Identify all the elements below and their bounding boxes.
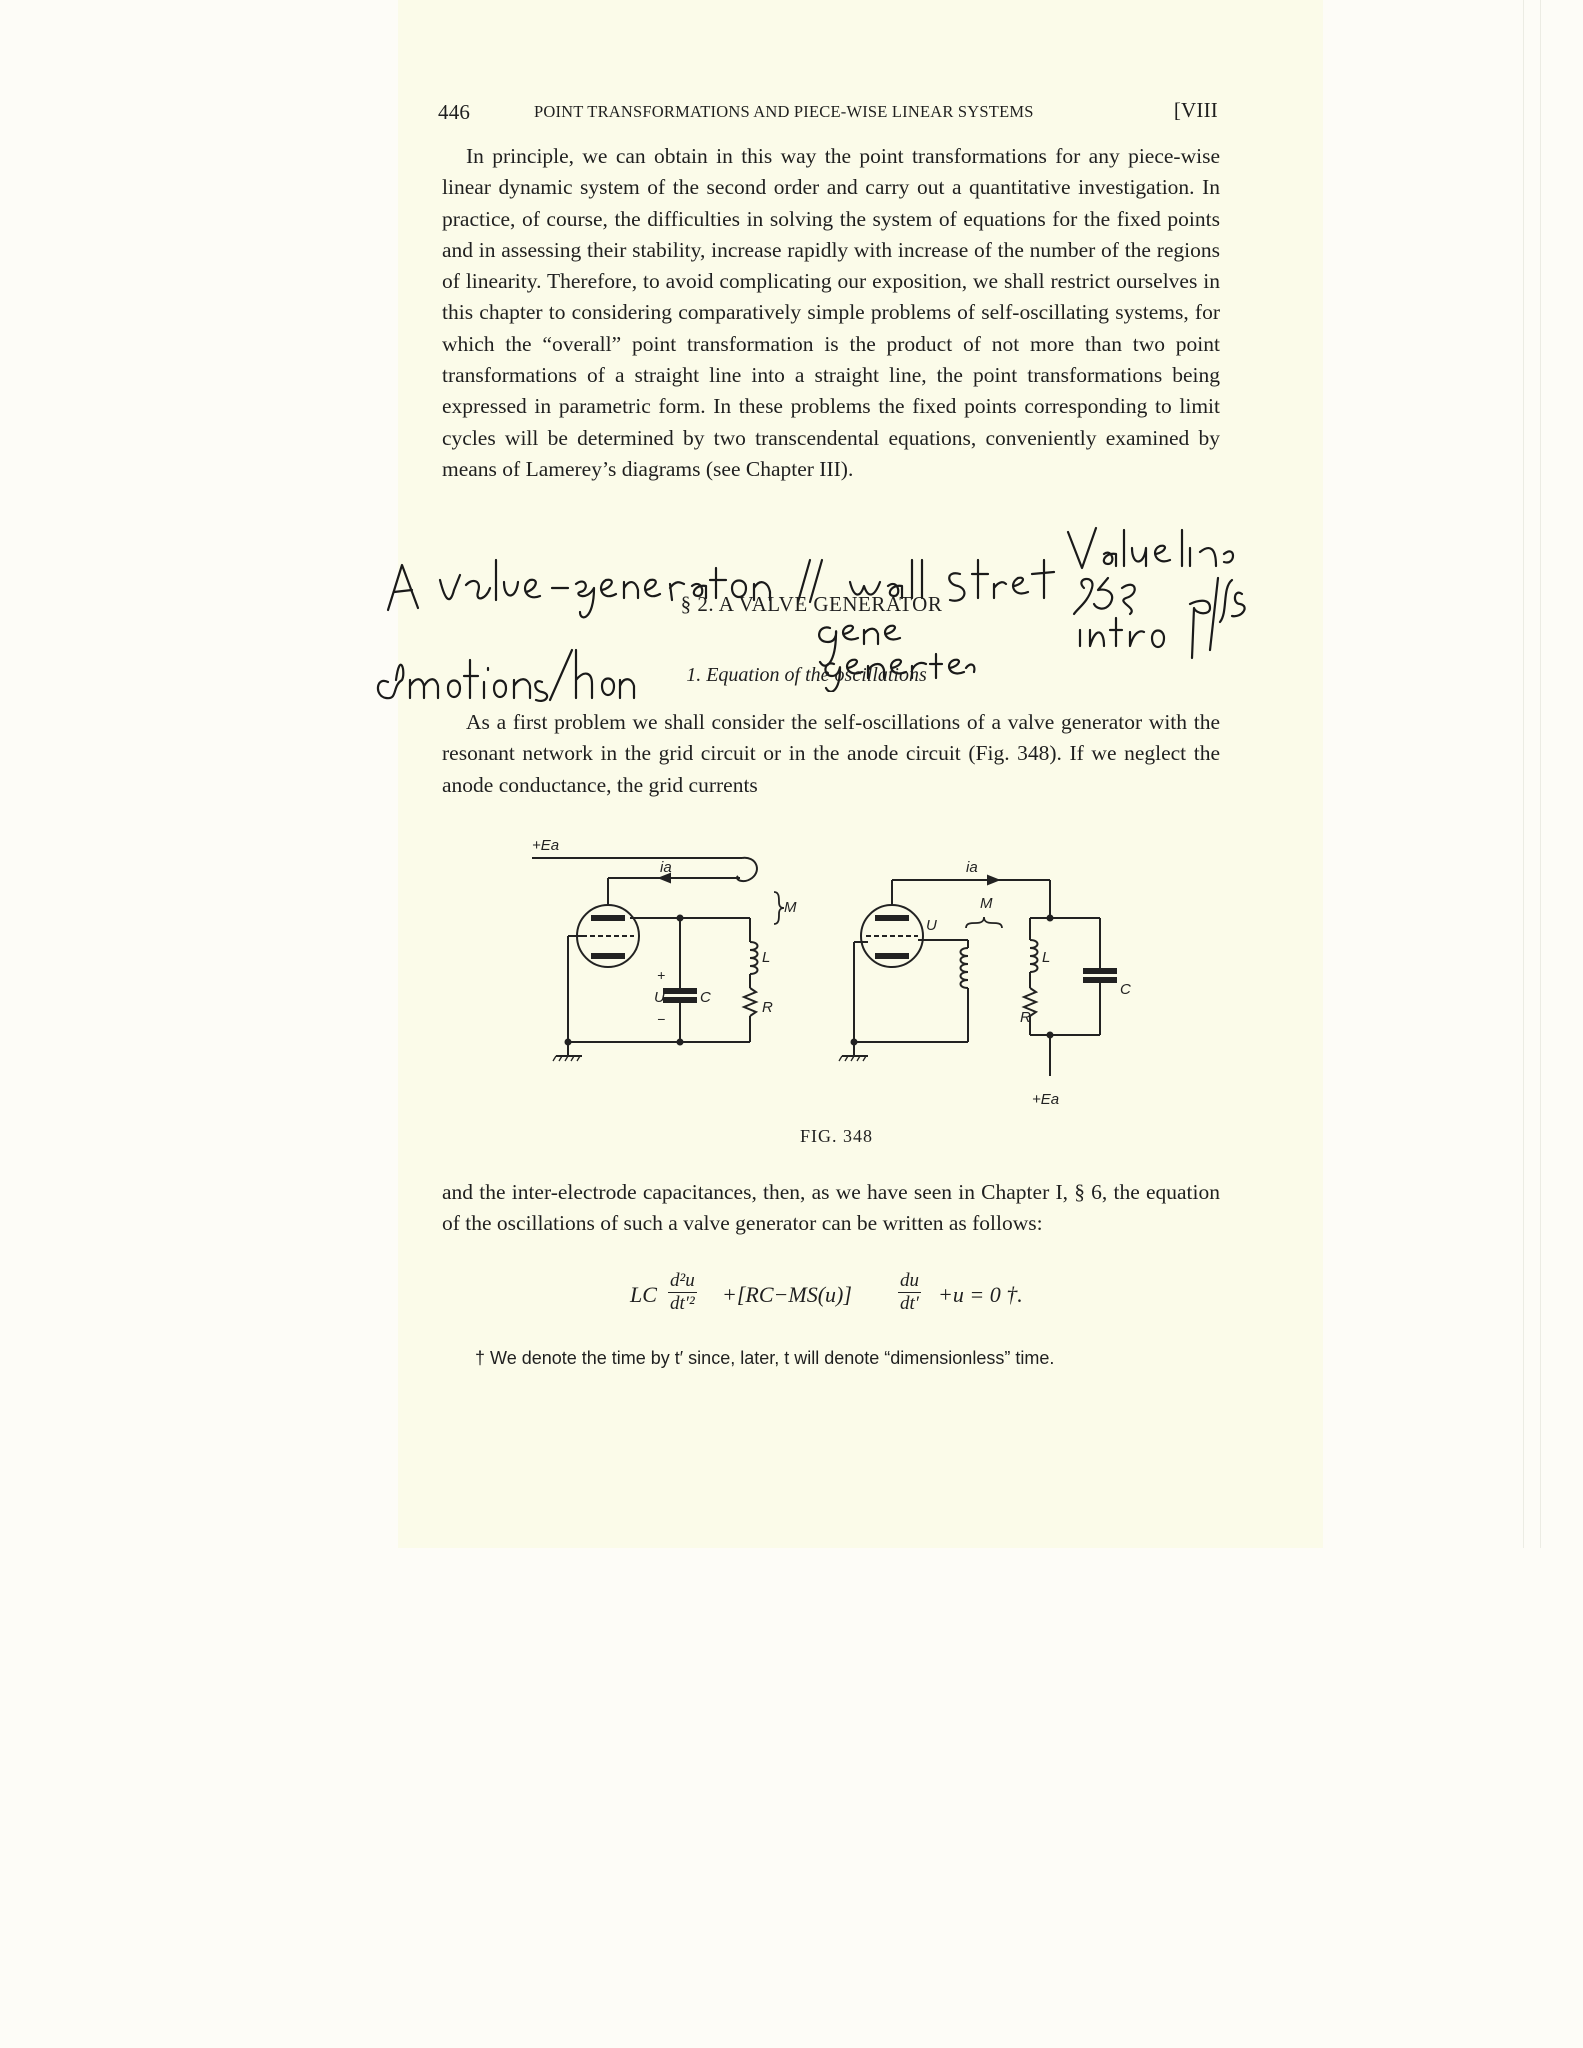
label-minus: − (657, 1011, 666, 1027)
label-plus: + (657, 967, 666, 983)
paragraph-2: As a first problem we shall consider the self-oscillations of a valve generator with the resonant network in the grid circuit or in the anode circuit (Fig. 348). If we neglect the anode conductance, the grid currents (442, 710, 1220, 797)
label-r-right: R (1020, 1009, 1031, 1026)
chapter-marker: [VIII (1173, 98, 1218, 122)
label-u-left: U (654, 989, 665, 1006)
eq-dt2: dt′² (670, 1293, 695, 1314)
paragraph-3: and the inter-electrode capacitances, then, as we have seen in Chapter I, § 6, the equation of the oscillations of such a valve generator can be written as follows: (442, 1180, 1220, 1236)
label-c-right: C (1120, 981, 1131, 998)
eq-lc: LC (630, 1282, 657, 1307)
scan-edge-line (1523, 0, 1524, 1548)
footnote-text: We denote the time by t′ since, later, t will denote “dimensionless” time. (490, 1348, 1055, 1368)
label-m-left: M (784, 899, 797, 916)
label-m-right: M (980, 895, 993, 912)
left-circuit (532, 837, 797, 1061)
label-l-right: L (1042, 949, 1051, 966)
right-circuit (839, 859, 1131, 1108)
running-header (438, 98, 1218, 128)
label-l-left: L (762, 949, 771, 966)
label-ia-right: ia (966, 859, 978, 876)
label-plus-ea-left: +Ea (532, 837, 560, 854)
section-title: § 2. A VALVE GENERATOR (680, 592, 943, 616)
eq-d2u: d²u (670, 1270, 695, 1291)
eq-first-derivative (898, 1270, 921, 1315)
label-u-right: U (926, 917, 937, 934)
label-c-left: C (700, 989, 711, 1006)
label-plus-ea-right: +Ea (1032, 1091, 1060, 1108)
label-ia-left: ia (660, 859, 672, 876)
figure-caption: FIG. 348 (799, 1126, 873, 1146)
running-title: POINT TRANSFORMATIONS AND PIECE-WISE LINEAR SYSTEMS (534, 102, 1034, 121)
label-r-left: R (762, 999, 773, 1016)
eq-tail: +u = 0 †. (938, 1282, 1023, 1307)
footnote (475, 1348, 1054, 1369)
eq-dt: dt′ (900, 1293, 919, 1314)
paragraph-1: In principle, we can obtain in this way the point transformations for any piece-wise linear dynamic system of the second order and carry out a quantitative investigation. In practice, of course, the difficulties in solving the system of equations for the fixed points and in assessing their stability, increase rapidly with increase of the number of the regions of linearity. Therefore, to avoid complicating our exposition, we shall restrict ourselves in this chapter to considering comparatively simple problems of self-oscillating systems, for which the “overall” point transformation is the product of not more than two point transformations of a straight line into a straight line, the point transformations being expressed in parametric form. In these problems the fixed points corresponding to limit cycles will be determined by two transcendental equations, conveniently examined by means of Lamerey’s diagrams (see Chapter III). (442, 144, 1220, 481)
scan-edge-line (1540, 0, 1541, 1548)
subsection-title: 1. Equation of the oscillations (686, 664, 927, 686)
page-number: 446 (438, 100, 471, 124)
circuit-figure (520, 830, 1140, 1120)
eq-du: du (900, 1270, 919, 1291)
eq-middle: +[RC−MS(u)] (722, 1282, 852, 1307)
oscillation-equation (630, 1270, 1050, 1320)
footnote-mark: † (475, 1348, 486, 1368)
eq-second-derivative (668, 1270, 697, 1315)
